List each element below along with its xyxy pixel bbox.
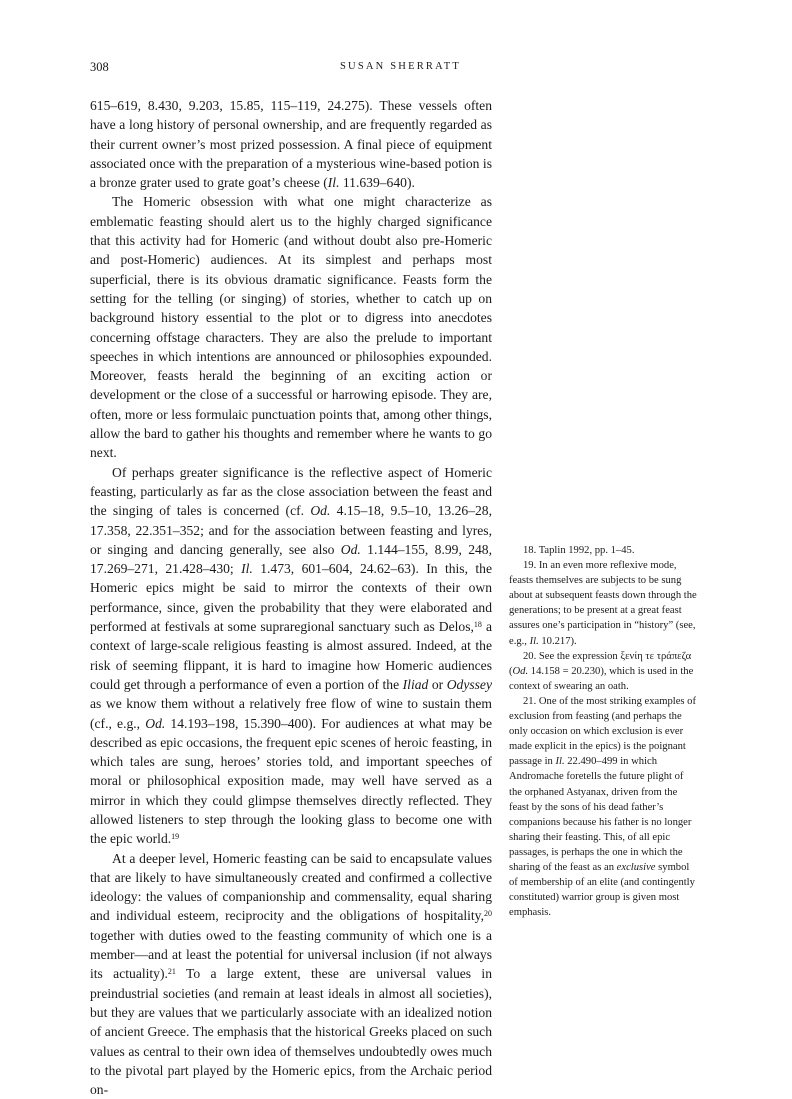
text-run: a context of large-scale religious feasting is almost assured. Indeed, at the risk of seeming flippant, it is hard to imagine how Homeric audiences could get through a performance of even a portion of the: [90, 619, 492, 692]
footnotes-column: [509, 543, 697, 920]
text-run: 4.15–18, 9.5–10, 13.26–28, 17.358, 22.351–352; and for the association between feasting and lyres, or singing and dancing generally, see also: [90, 503, 492, 557]
text-run: 20. See the expression ξενίη τε τράπεζα (: [509, 650, 692, 677]
body-paragraph: [90, 96, 492, 192]
footnote-marker: 20: [484, 909, 492, 919]
italic-text: Od.: [340, 541, 361, 557]
text-run: 1.473, 601–604, 24.62–63). In this, the Homeric epics might be said to mirror the contexts of their own performance, since, given the probability that they were elaborated and performed at festivals at some supraregional sanctuary such as Delos,: [90, 561, 492, 635]
body-paragraph: [90, 463, 492, 849]
text-run: At a deeper level, Homeric feasting can be said to encapsulate values that are likely to have simultaneously created and confirmed a collective ideology: the values of companionship and commensality, equal sharing and individual esteem, reciprocity and the obligations of hospitality,: [90, 850, 492, 924]
footnote-marker: 19: [171, 832, 180, 842]
italic-text: Od.: [145, 715, 166, 731]
text-run: 615–619, 8.430, 9.203, 15.85, 115–119, 24.275). These vessels often have a long history of personal ownership, and are frequently regarded as their current owner’s most prized possession. A final piece of equipment associated once with the preparation of a mysterious wine-based potion is a bronze grater used to grate goat’s cheese (: [90, 98, 492, 191]
footnote: [509, 558, 697, 649]
text-run: Of perhaps greater significance is the reflective aspect of Homeric feasting, particularly as far as the close association between the feast and the singing of tales is concerned (cf.: [90, 464, 492, 519]
body-paragraph: [90, 192, 492, 462]
italic-text: exclusive: [616, 861, 656, 873]
text-run: 10.217).: [538, 635, 577, 647]
italic-text: Il.: [241, 561, 253, 577]
text-run: or: [428, 676, 447, 692]
italic-text: Od.: [512, 665, 529, 677]
footnote: [509, 543, 697, 558]
italic-text: Odyssey: [446, 676, 492, 692]
italic-text: Il.: [327, 175, 340, 191]
text-run: 22.490–499 in which Andromache foretells the future plight of the orphaned Astyanax, driven from the feast by the sons of his dead father’s companions because his father is no longer sharing their feasting. This, of all epic passages, is perhaps the one in which the sharing of the feast as an: [509, 756, 692, 873]
footnote: [509, 694, 697, 920]
page-number: 308: [90, 60, 109, 74]
italic-text: Il.: [529, 635, 539, 647]
text-run: together with duties owed to the feasting community of which one is a member—and at least the potential for universal inclusion (if not always its actuality).: [90, 927, 492, 982]
running-head: SUSAN SHERRATT: [340, 61, 461, 72]
text-run: 1.144–155, 8.99, 248, 17.269–271, 21.428–430;: [90, 541, 493, 577]
footnote: [509, 649, 697, 694]
text-run: 18. Taplin 1992, pp. 1–45.: [523, 545, 635, 556]
text-run: 21. One of the most striking examples of exclusion from feasting (and perhaps the only occasion on which exclusion is ever made explicit in the epics) is the poignant passage in: [509, 695, 697, 768]
italic-text: Od.: [310, 503, 331, 519]
text-run: as we know them without a relatively free flow of wine to sustain them (cf., e.g.,: [90, 696, 492, 731]
text-run: 14.158 = 20.230), which is used in the context of swearing an oath.: [509, 665, 694, 692]
footnote-marker: 21: [167, 967, 176, 977]
italic-text: Il.: [555, 756, 565, 768]
text-run: 19. In an even more reflexive mode, feasts themselves are subjects to be sung about at subsequent feasts down through the generations; to be present at a great feast assures one’s participation in “history” (see, e.g.,: [509, 560, 697, 647]
main-text-column: [90, 96, 492, 1099]
text-run: symbol of membership of an elite (and contingently constituted) warrior group is given most emphasis.: [509, 861, 695, 919]
body-paragraph: [90, 849, 492, 1099]
footnote-marker: 18: [473, 620, 482, 630]
text-run: 11.639–640).: [339, 175, 415, 191]
italic-text: Iliad: [402, 676, 429, 692]
text-run: To a large extent, these are universal values in preindustrial societies (and remain at least ideals in almost all societies), but they are values that we particularly associate with an idealized notion of ancient Greece. The emphasis that the historical Greeks placed on such values as central to their own idea of themselves undoubtedly owes much to the pivotal part played by the Homeric epics, from the Archaic period on-: [90, 966, 492, 1098]
text-run: The Homeric obsession with what one might characterize as emblematic feasting should alert us to the highly charged significance that this activity had for Homeric (and without doubt also pre-Homeric and post-Homeric) audiences. At its simplest and perhaps most superficial, there is its obvious dramatic significance. Feasts form the setting for the telling (or singing) of stories, whether to catch up on background history essential to the plot or to digress into anecdotes concerning offstage characters. They are also the prelude to important speeches in which intentions are announced or philosophies expounded. Moreover, feasts herald the beginning of an exciting action or development or the close of a successful or harrowing episode. They are, often, more or less formulaic punctuation points that, among other things, allow the bard to gather his thoughts and remember where he wants to go next.: [90, 194, 492, 461]
text-run: 14.193–198, 15.390–400). For audiences at what may be described as epic occasions, the frequent epic scenes of heroic feasting, in which tales are sung, heroes’ stories told, and important speeches of moral or philosophical exposition made, may well have served as a mirror in which they could glimpse themselves directly reflected. They allowed listeners to step through the looking glass to become one with the epic world.: [90, 715, 492, 847]
